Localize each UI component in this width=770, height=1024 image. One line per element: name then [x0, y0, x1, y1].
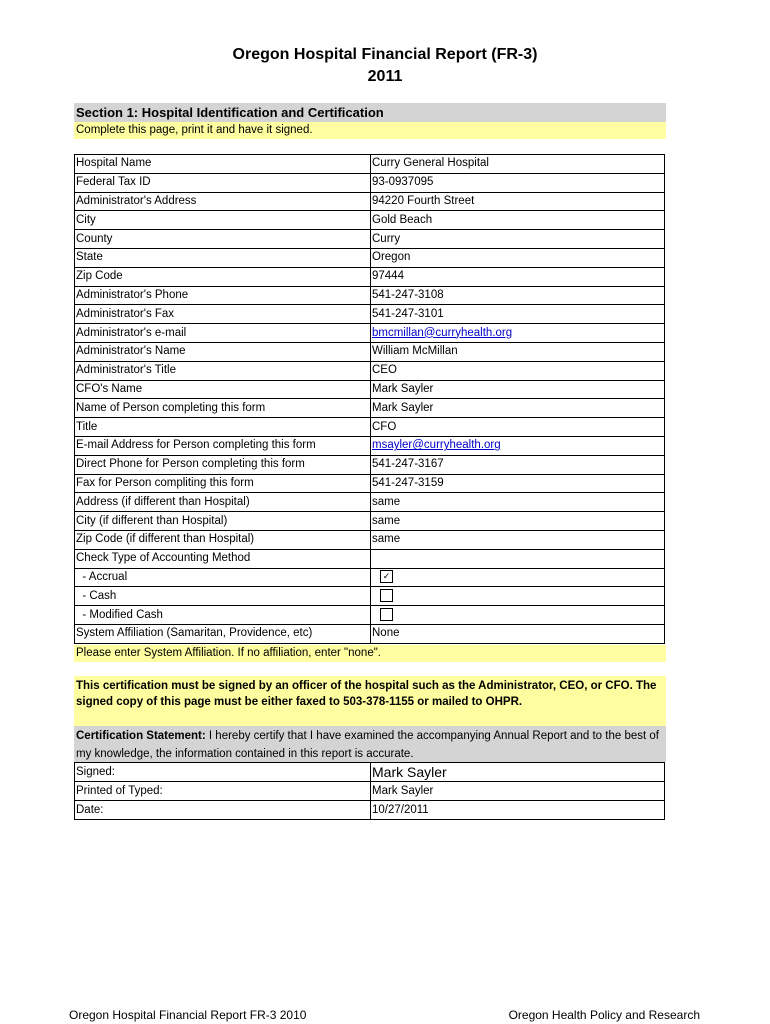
- info-label: Zip Code (if different than Hospital): [75, 530, 371, 549]
- date-row: [75, 801, 665, 820]
- info-label: E-mail Address for Person completing this form: [75, 436, 371, 455]
- accounting-checkbox[interactable]: [380, 589, 393, 602]
- accounting-label: - Modified Cash: [75, 606, 371, 625]
- info-row: [75, 399, 665, 418]
- info-label: CFO's Name: [75, 380, 371, 399]
- info-value[interactable]: Mark Sayler: [371, 380, 665, 399]
- affiliation-label: System Affiliation (Samaritan, Providence, etc): [75, 624, 371, 643]
- certification-statement-text: I hereby certify that I have examined the accompanying Annual Report and to the best of my knowledge, the information contained in this report is accurate.: [76, 730, 659, 760]
- info-row: [75, 380, 665, 399]
- info-label: Direct Phone for Person completing this form: [75, 455, 371, 474]
- info-row: [75, 211, 665, 230]
- info-label: City: [75, 211, 371, 230]
- info-value[interactable]: CFO: [371, 418, 665, 437]
- info-label: Federal Tax ID: [75, 173, 371, 192]
- info-label: County: [75, 230, 371, 249]
- info-label: Fax for Person compliting this form: [75, 474, 371, 493]
- accounting-label: - Accrual: [75, 568, 371, 587]
- info-value[interactable]: same: [371, 512, 665, 531]
- info-label: Administrator's Phone: [75, 286, 371, 305]
- certification-statement-label: Certification Statement:: [76, 730, 206, 742]
- info-label: Check Type of Accounting Method: [75, 549, 371, 568]
- info-row: [75, 305, 665, 324]
- info-value[interactable]: Oregon: [371, 248, 665, 267]
- accounting-row: [75, 587, 665, 606]
- info-value[interactable]: 541-247-3108: [371, 286, 665, 305]
- info-label: Administrator's e-mail: [75, 324, 371, 343]
- signed-row: [75, 763, 665, 782]
- section-heading: Section 1: Hospital Identification and Certification: [74, 103, 666, 122]
- info-label: Address (if different than Hospital): [75, 493, 371, 512]
- affiliation-note: Please enter System Affiliation. If no affiliation, enter "none".: [74, 645, 666, 662]
- printed-value[interactable]: Mark Sayler: [371, 782, 665, 801]
- info-row: [75, 342, 665, 361]
- accounting-check-cell: [371, 587, 665, 606]
- info-row: [75, 493, 665, 512]
- signed-value[interactable]: Mark Sayler: [371, 763, 665, 782]
- info-label: State: [75, 248, 371, 267]
- accounting-row: [75, 568, 665, 587]
- info-value[interactable]: 541-247-3101: [371, 305, 665, 324]
- info-value[interactable]: same: [371, 530, 665, 549]
- info-value[interactable]: Curry: [371, 230, 665, 249]
- report-year: 2011: [367, 68, 403, 85]
- footer-left: Oregon Hospital Financial Report FR-3 2010: [69, 1008, 307, 1022]
- date-label: Date:: [75, 801, 371, 820]
- info-label: Hospital Name: [75, 155, 371, 174]
- info-row: [75, 286, 665, 305]
- certification-warning: This certification must be signed by an officer of the hospital such as the Administrator, CEO, or CFO. The signed copy of this page must be either faxed to 503-378-1155 or mailed to OHPR.: [74, 676, 666, 726]
- hospital-info-table: [74, 154, 665, 644]
- info-value[interactable]: 541-247-3167: [371, 455, 665, 474]
- info-value[interactable]: [371, 436, 665, 455]
- accounting-checkbox[interactable]: [380, 608, 393, 621]
- info-value[interactable]: 94220 Fourth Street: [371, 192, 665, 211]
- info-label: Administrator's Title: [75, 361, 371, 380]
- info-value[interactable]: 93-0937095: [371, 173, 665, 192]
- date-value[interactable]: 10/27/2011: [371, 801, 665, 820]
- info-label: Administrator's Name: [75, 342, 371, 361]
- info-row: [75, 155, 665, 174]
- info-row: [75, 267, 665, 286]
- report-title: Oregon Hospital Financial Report (FR-3): [232, 46, 538, 63]
- info-row: [75, 530, 665, 549]
- info-value[interactable]: [371, 324, 665, 343]
- info-label: Administrator's Address: [75, 192, 371, 211]
- info-row: [75, 248, 665, 267]
- info-label: Zip Code: [75, 267, 371, 286]
- printed-row: [75, 782, 665, 801]
- info-value[interactable]: Mark Sayler: [371, 399, 665, 418]
- info-value[interactable]: Curry General Hospital: [371, 155, 665, 174]
- info-row: [75, 173, 665, 192]
- info-row: [75, 418, 665, 437]
- printed-label: Printed of Typed:: [75, 782, 371, 801]
- info-row: [75, 361, 665, 380]
- accounting-check-cell: [371, 568, 665, 587]
- info-value[interactable]: Gold Beach: [371, 211, 665, 230]
- info-label: Title: [75, 418, 371, 437]
- info-value[interactable]: 97444: [371, 267, 665, 286]
- info-label: Administrator's Fax: [75, 305, 371, 324]
- accounting-row: [75, 606, 665, 625]
- info-value[interactable]: 541-247-3159: [371, 474, 665, 493]
- accounting-check-cell: [371, 606, 665, 625]
- affiliation-row: [75, 624, 665, 643]
- info-row: [75, 549, 665, 568]
- info-label: Name of Person completing this form: [75, 399, 371, 418]
- info-row: [75, 230, 665, 249]
- info-row: [75, 192, 665, 211]
- info-row: [75, 474, 665, 493]
- info-row: [75, 455, 665, 474]
- footer-right: Oregon Health Policy and Research: [508, 1008, 700, 1022]
- info-row: [75, 324, 665, 343]
- section-instruction: Complete this page, print it and have it signed.: [74, 122, 666, 139]
- signed-label: Signed:: [75, 763, 371, 782]
- accounting-label: - Cash: [75, 587, 371, 606]
- certification-statement: [74, 726, 666, 762]
- info-label: City (if different than Hospital): [75, 512, 371, 531]
- affiliation-value[interactable]: None: [371, 624, 665, 643]
- info-value[interactable]: CEO: [371, 361, 665, 380]
- email-link[interactable]: bmcmillan@curryhealth.org: [372, 326, 513, 339]
- info-row: [75, 512, 665, 531]
- info-value[interactable]: [371, 549, 665, 568]
- signature-table: [74, 762, 665, 820]
- info-row: [75, 436, 665, 455]
- info-value[interactable]: same: [371, 493, 665, 512]
- accounting-checkbox[interactable]: ✓: [380, 570, 393, 583]
- email-link[interactable]: msayler@curryhealth.org: [372, 439, 501, 452]
- info-value[interactable]: William McMillan: [371, 342, 665, 361]
